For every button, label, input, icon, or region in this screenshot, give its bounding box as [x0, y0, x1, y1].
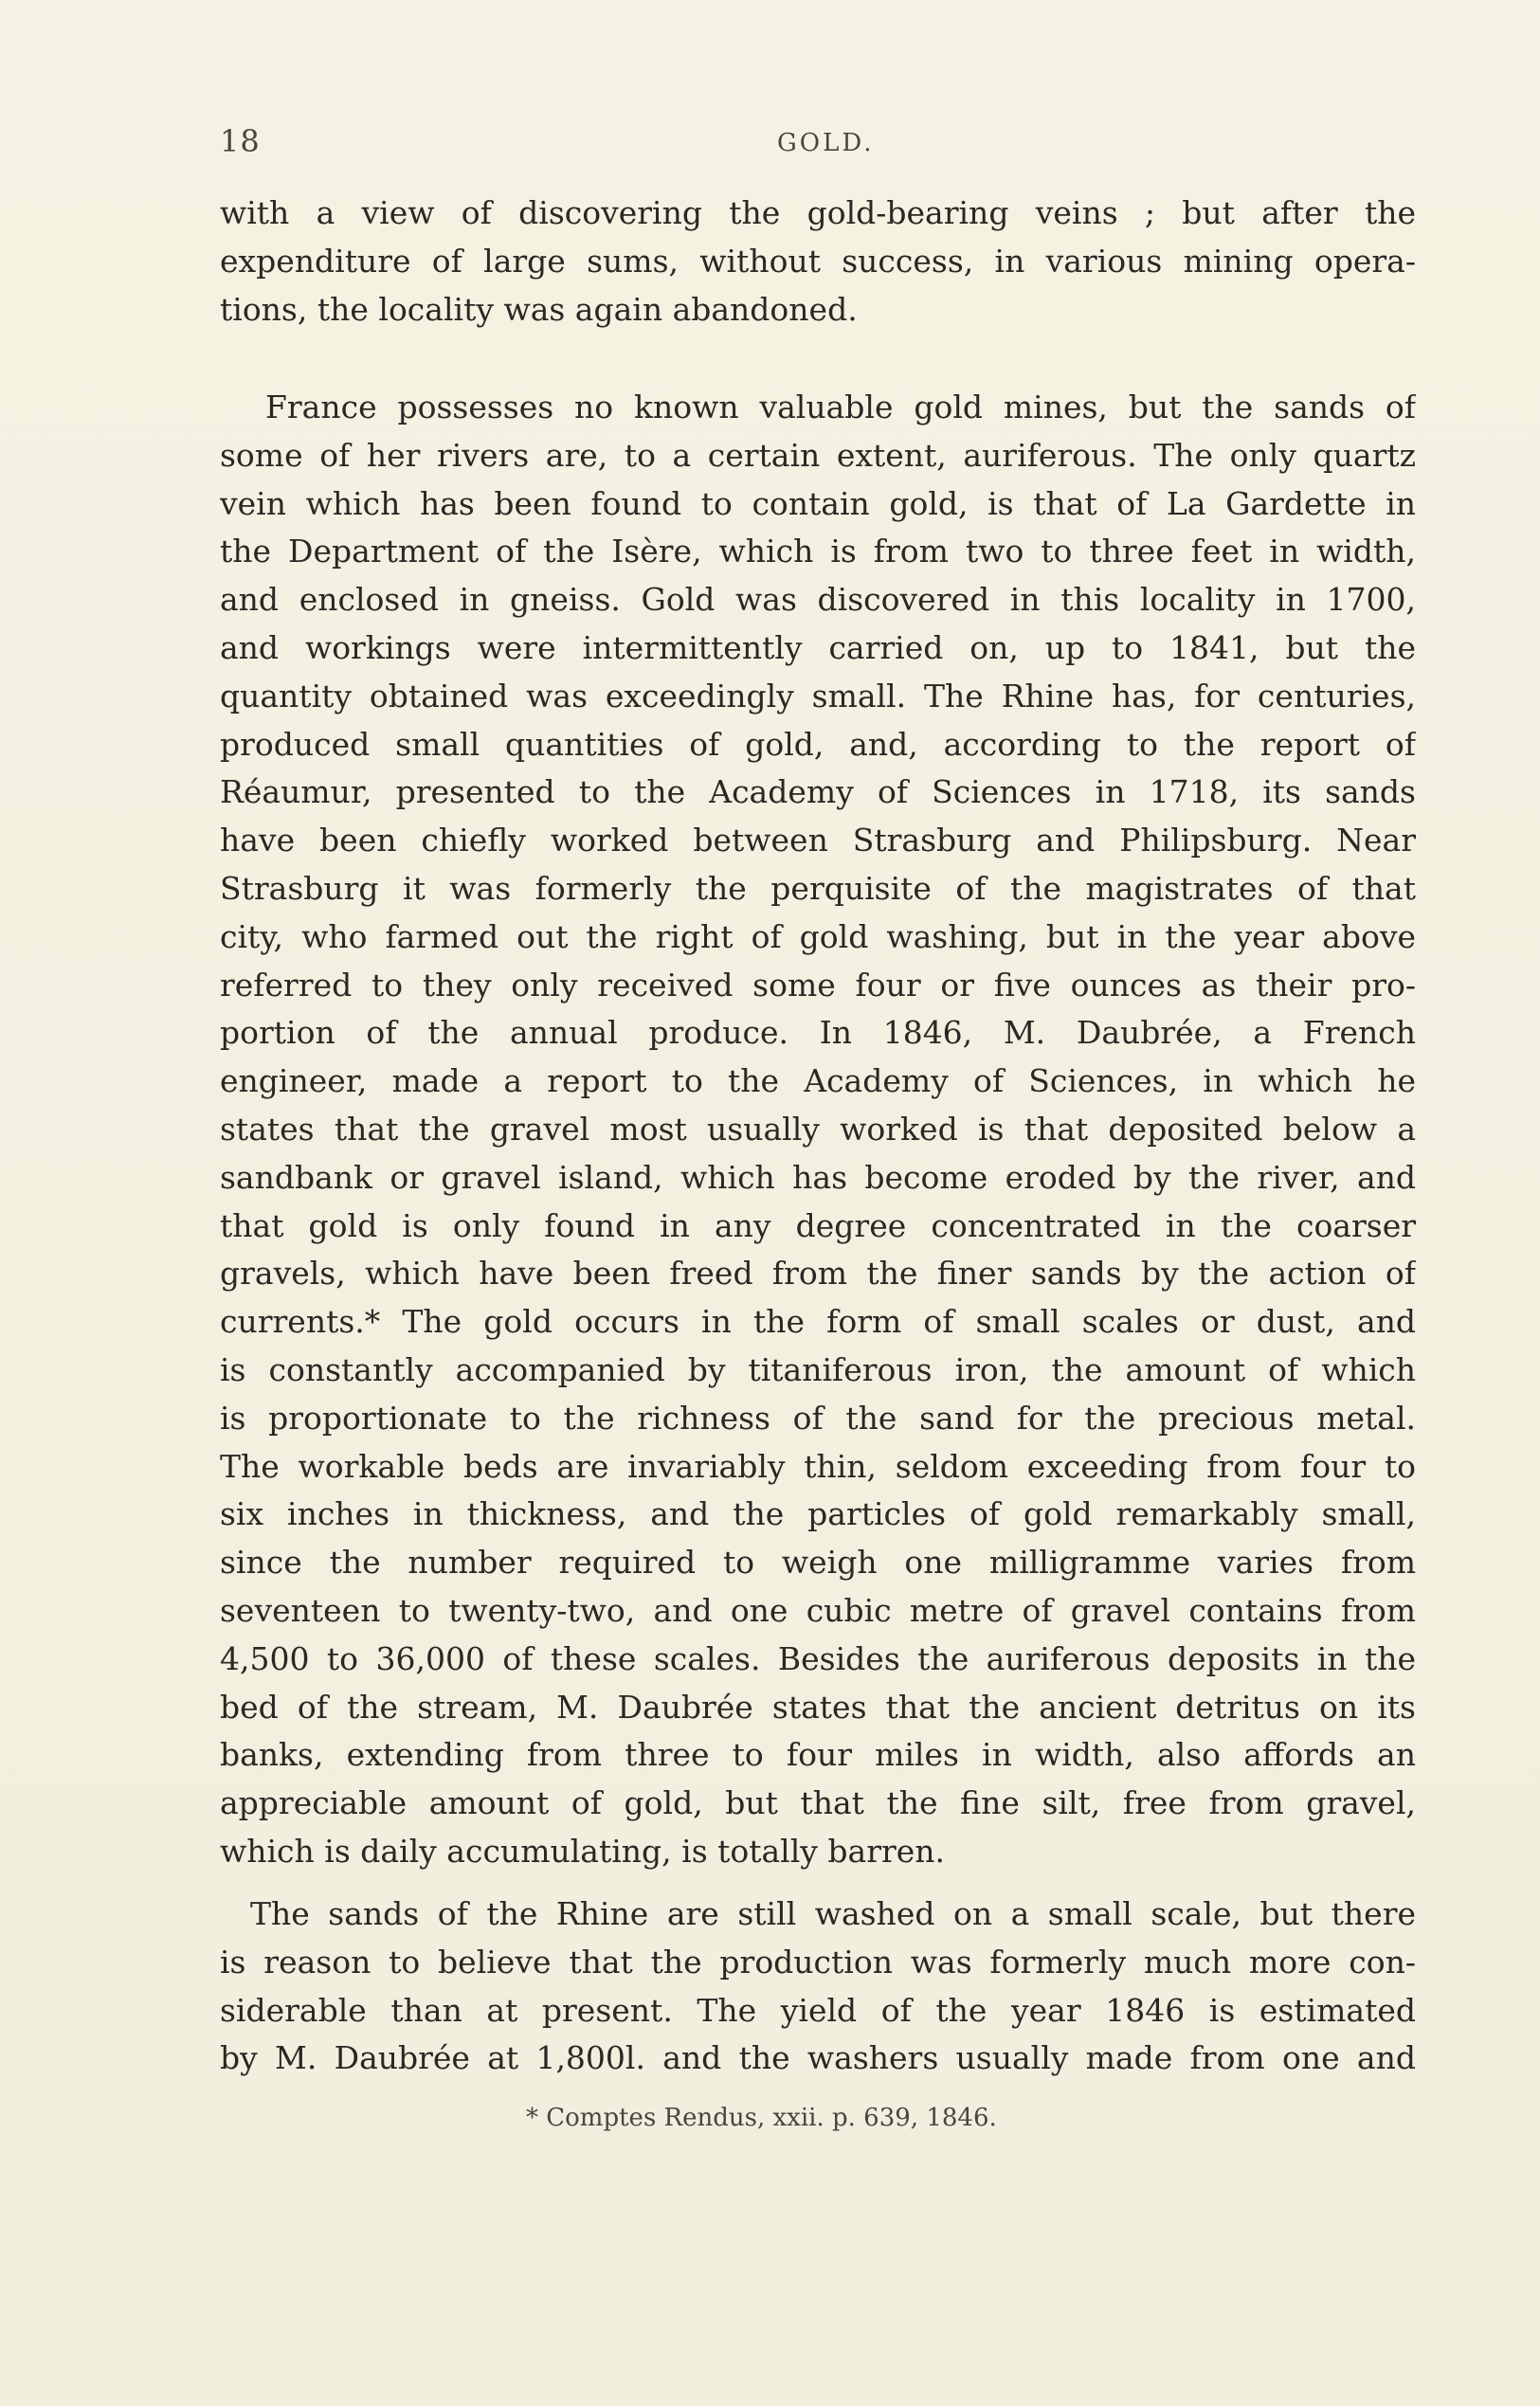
paragraph-rhine-sands: [220, 1890, 1416, 2083]
text-line: six inches in thickness, and the particles of gold remarkably small,: [220, 1495, 1416, 1533]
text-line: bed of the stream, M. Daubrée states that the ancient detritus on its: [220, 1688, 1416, 1726]
text-line: sandbank or gravel island, which has become eroded by the river, and: [220, 1158, 1416, 1196]
text-line: city, who farmed out the right of gold washing, but in the year above: [220, 917, 1416, 955]
paragraph-continuation: [220, 190, 1416, 334]
text-line: some of her rivers are, to a certain extent, auriferous. The only quartz: [220, 436, 1416, 474]
running-head: GOLD.: [777, 129, 875, 157]
text-line: 4,500 to 36,000 of these scales. Besides the auriferous deposits in the: [220, 1639, 1416, 1677]
text-line: the Department of the Isère, which is from two to three feet in width,: [220, 533, 1416, 570]
text-line: tions, the locality was again abandoned.: [220, 290, 858, 328]
text-line: is reason to believe that the production was formerly much more con-: [220, 1943, 1416, 1981]
text-line: The sands of the Rhine are still washed on a small scale, but there: [250, 1895, 1416, 1932]
text-line: have been chiefly worked between Strasburg and Philipsburg. Near: [220, 822, 1416, 859]
text-line: that gold is only found in any degree concentrated in the coarser: [220, 1206, 1416, 1244]
text-line: appreciable amount of gold, but that the fine silt, free from gravel,: [220, 1784, 1416, 1822]
text-line: France possesses no known valuable gold mines, but the sands of: [265, 389, 1416, 425]
text-line: since the number required to weigh one milligramme varies from: [220, 1544, 1416, 1582]
page-header: [220, 123, 1414, 171]
paragraph-france: [220, 384, 1416, 1876]
text-line: states that the gravel most usually worked is that deposited below a: [220, 1110, 1416, 1148]
text-line: is constantly accompanied by titaniferous iron, the amount of which: [220, 1350, 1416, 1388]
text-line: which is daily accumulating, is totally barren.: [220, 1832, 946, 1870]
text-line: referred to they only received some four or five ounces as their pro-: [220, 966, 1416, 1004]
text-line: produced small quantities of gold, and, according to the report of: [220, 725, 1416, 763]
text-line: quantity obtained was exceedingly small. The Rhine has, for centuries,: [220, 677, 1416, 715]
text-line: seventeen to twenty-two, and one cubic metre of gravel contains from: [220, 1591, 1416, 1629]
text-line: and enclosed in gneiss. Gold was discovered in this locality in 1700,: [220, 581, 1416, 619]
page-number: 18: [220, 123, 261, 159]
text-line: vein which has been found to contain gold, is that of La Gardette in: [220, 484, 1416, 522]
text-line: with a view of discovering the gold-bearing veins ; but after the: [220, 194, 1416, 231]
text-line: The workable beds are invariably thin, seldom exceeding from four to: [220, 1447, 1416, 1485]
text-line: expenditure of large sums, without success, in various mining opera-: [220, 242, 1416, 280]
text-line: portion of the annual produce. In 1846, M. Daubrée, a French: [220, 1014, 1416, 1052]
text-line: engineer, made a report to the Academy of Sciences, in which he: [220, 1062, 1416, 1100]
text-line: currents.* The gold occurs in the form of small scales or dust, and: [220, 1303, 1416, 1341]
footnote: * Comptes Rendus, xxii. p. 639, 1846.: [526, 2104, 997, 2132]
text-line: is proportionate to the richness of the sand for the precious metal.: [220, 1399, 1416, 1437]
text-line: siderable than at present. The yield of the year 1846 is estimated: [220, 1991, 1416, 2029]
text-line: Réaumur, presented to the Academy of Sciences in 1718, its sands: [220, 773, 1416, 811]
text-line: gravels, which have been freed from the finer sands by the action of: [220, 1255, 1416, 1293]
text-line: by M. Daubrée at 1,800l. and the washers usually made from one and: [220, 2039, 1416, 2077]
text-line: Strasburg it was formerly the perquisite of the magistrates of that: [220, 869, 1416, 907]
text-line: and workings were intermittently carried on, up to 1841, but the: [220, 628, 1416, 666]
text-line: banks, extending from three to four miles in width, also affords an: [220, 1736, 1416, 1774]
